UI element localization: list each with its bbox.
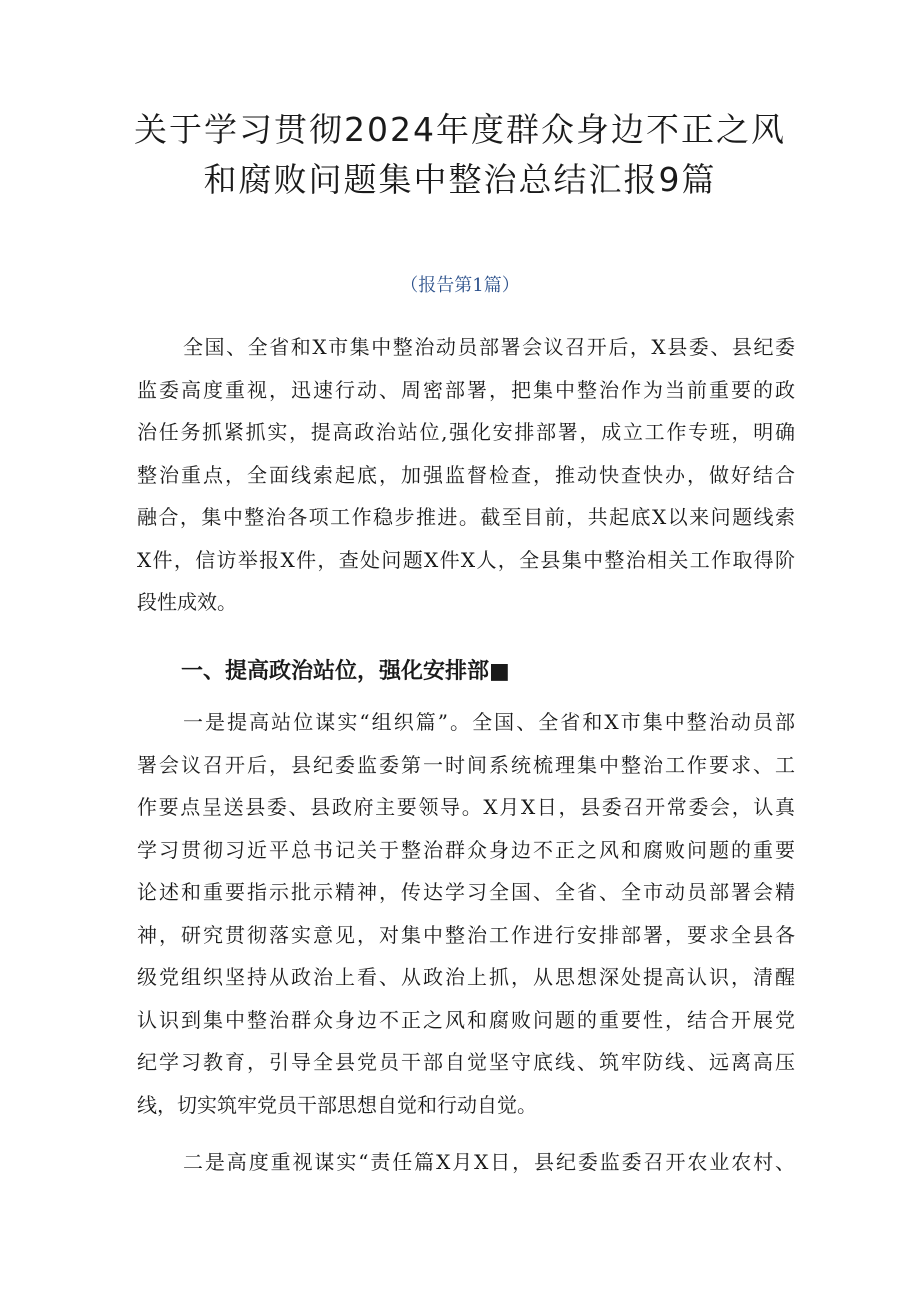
section-paragraph-1 (137, 701, 795, 1126)
paragraph-line: 学习贯彻习近平总书记关于整治群众身边不正之风和腐败问题的重要 (137, 837, 795, 862)
paragraph-line: X件，信访举报X件，查处问题X件X人，全县集中整治相关工作取得阶 (137, 547, 795, 572)
intro-paragraph (137, 326, 795, 624)
paragraph-line: 署会议召开后，县纪委监委第一时间系统梳理集中整治工作要求、工 (137, 752, 795, 777)
paragraph-line: 论述和重要指示批示精神，传达学习全国、全省、全市动员部署会精 (137, 880, 795, 904)
document-title-line-1: 关于学习贯彻2024年度群众身边不正之风 (134, 110, 786, 149)
report-subtitle: （报告第1篇） (400, 275, 520, 296)
paragraph-line: 纪学习教育，引导全县党员干部自觉坚守底线、筑牢防线、远离高压 (137, 1050, 795, 1074)
paragraph-line: 融合，集中整治各项工作稳步推进。截至目前，共起底X以来问题线索 (137, 505, 795, 529)
paragraph-line: 一是提高站位谋实“组织篇”。全国、全省和X市集中整治动员部 (183, 710, 795, 734)
paragraph-line: 监委高度重视，迅速行动、周密部署，把集中整治作为当前重要的政 (137, 377, 795, 402)
paragraph-line: 二是高度重视谋实“责任篇X月X日，县纪委监委召开农业农村、 (183, 1150, 795, 1174)
paragraph-line: 作要点呈送县委、县政府主要领导。X月X日，县委召开常委会，认真 (137, 795, 795, 819)
paragraph-line: 整治重点，全面线索起底，加强监督检查，推动快查快办，做好结合 (137, 462, 795, 487)
paragraph-line: 全国、全省和X市集中整治动员部署会议召开后，X县委、县纪委 (183, 335, 795, 359)
document-title-line-2: 和腐败问题集中整治总结汇报9篇 (203, 160, 717, 199)
paragraph-line: 神，研究贯彻落实意见，对集中整治工作进行安排部署，要求全县各 (137, 922, 795, 947)
paragraph-line: 段性成效。 (137, 590, 237, 614)
paragraph-line: 级党组织坚持从政治上看、从政治上抓，从思想深处提高认识，清醒 (137, 965, 795, 989)
paragraph-line: 线，切实筑牢党员干部思想自觉和行动自觉。 (137, 1092, 537, 1117)
paragraph-line: 治任务抓紧抓实，提高政治站位,强化安排部署，成立工作专班，明确 (137, 420, 795, 444)
section-paragraph-2 (137, 1141, 795, 1184)
paragraph-line: 认识到集中整治群众身边不正之风和腐败问题的重要性，结合开展党 (137, 1007, 795, 1032)
section-heading: 一、提高政治站位，强化安排部■ (181, 659, 510, 684)
